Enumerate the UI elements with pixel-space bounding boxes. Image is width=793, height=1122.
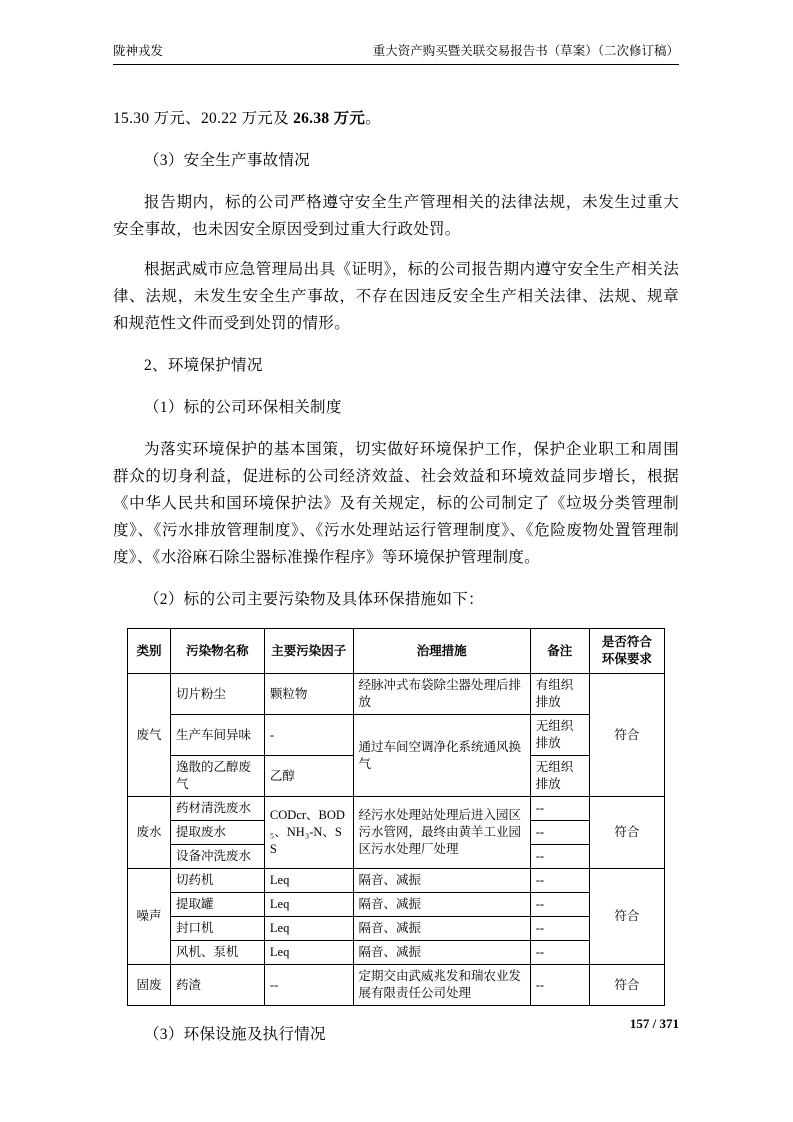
cell-measure: 隔音、减振 — [353, 941, 530, 965]
cell-factor: 颗粒物 — [264, 674, 353, 715]
cell-pollutant: 药材清洗废水 — [170, 797, 264, 821]
paragraph-safety-2: 根据武威市应急管理局出具《证明》，标的公司报告期内遵守安全生产相关法律、法规，未发生安全生产事故，不存在因违反安全生产相关法律、法规、规章和规范性文件而受到处罚的情形。 — [113, 261, 679, 332]
cell-factor: CODcr、BOD₅、NH₃-N、SS — [264, 797, 353, 869]
column-header-compliance-line2: 环保要求 — [601, 652, 652, 666]
cell-measure: 隔音、减振 — [353, 893, 530, 917]
cell-measure: 隔音、减振 — [353, 917, 530, 941]
column-header-category: 类别 — [128, 629, 171, 674]
table-row — [128, 917, 665, 941]
cell-measure: 通过车间空调净化系统通风换气 — [353, 715, 530, 797]
cell-pollutant: 切药机 — [170, 869, 264, 893]
heading-environment: 2、环境保护情况 — [144, 357, 263, 374]
pollutants-table — [127, 628, 665, 1006]
cell-note: -- — [530, 893, 589, 917]
cell-factor: -- — [264, 965, 353, 1006]
heading-env-policies: （1）标的公司环保相关制度 — [144, 399, 342, 416]
cell-pollutant: 药渣 — [170, 965, 264, 1006]
table-row — [128, 797, 665, 821]
cell-factor: Leq — [264, 917, 353, 941]
table-row — [128, 869, 665, 893]
cell-compliance: 符合 — [589, 869, 664, 965]
cell-note: -- — [530, 869, 589, 893]
table-row — [128, 674, 665, 715]
column-header-factor: 主要污染因子 — [264, 629, 353, 674]
cell-pollutant: 提取罐 — [170, 893, 264, 917]
table-row — [128, 941, 665, 965]
cell-factor: Leq — [264, 941, 353, 965]
cell-factor: Leq — [264, 869, 353, 893]
heading-env-facilities: （3）环保设施及执行情况 — [144, 1026, 326, 1043]
cell-compliance: 符合 — [589, 797, 664, 869]
bold-amount: 26.38 万元 — [293, 110, 366, 127]
text-run: 15.30 万元、20.22 万元及 — [113, 110, 294, 127]
cell-category: 噪声 — [128, 869, 171, 965]
cell-measure: 隔音、减振 — [353, 869, 530, 893]
cell-pollutant: 生产车间异味 — [170, 715, 264, 756]
heading-pollutants-table: （2）标的公司主要污染物及具体环保措施如下： — [144, 591, 484, 608]
cell-note: 有组织排放 — [530, 674, 589, 715]
paragraph-safety-1: 报告期内，标的公司严格遵守安全生产管理相关的法律法规，未发生过重大安全事故，也未因安全原因受到过重大行政处罚。 — [113, 194, 679, 238]
cell-pollutant: 设备冲洗废水 — [170, 845, 264, 869]
cell-note: -- — [530, 797, 589, 821]
cell-note: -- — [530, 917, 589, 941]
cell-pollutant: 风机、泵机 — [170, 941, 264, 965]
cell-pollutant: 切片粉尘 — [170, 674, 264, 715]
page-footer — [113, 1016, 679, 1032]
column-header-note: 备注 — [530, 629, 589, 674]
document-content — [113, 92, 679, 1063]
cell-pollutant: 提取废水 — [170, 821, 264, 845]
cell-measure: 定期交由武威兆发和瑞农业发展有限责任公司处理 — [353, 965, 530, 1006]
column-header-compliance — [589, 629, 664, 674]
cell-measure: 经污水处理站处理后进入园区污水管网，最终由黄羊工业园区污水处理厂处理 — [353, 797, 530, 869]
table-row — [128, 965, 665, 1006]
header-company-name: 陇神戎发 — [113, 44, 164, 58]
cell-factor: 乙醇 — [264, 756, 353, 797]
cell-note: 无组织排放 — [530, 756, 589, 797]
cell-category: 废水 — [128, 797, 171, 869]
column-header-compliance-line1: 是否符合 — [601, 635, 652, 649]
paragraph-env-policies: 为落实环境保护的基本国策，切实做好环境保护工作，保护企业职工和周围群众的切身利益，促进标的公司经济效益、社会效益和环境效益同步增长，根据《中华人民共和国环境保护法》及有关规定，标的公司制定了《垃圾分类管理制度》、《污水排放管理制度》、《污水处理站运行管理制度》、《危险废物处置管理制度》、《水浴麻石除尘器标准操作程序》等环境保护管理制度。 — [113, 441, 679, 566]
cell-note: -- — [530, 845, 589, 869]
cell-category: 废气 — [128, 674, 171, 797]
cell-note: -- — [530, 965, 589, 1006]
cell-pollutant: 逸散的乙醇废气 — [170, 756, 264, 797]
cell-measure: 经脉冲式布袋除尘器处理后排放 — [353, 674, 530, 715]
page-number: 157 / 371 — [629, 1016, 679, 1031]
text-run: 。 — [365, 110, 382, 127]
cell-factor: Leq — [264, 893, 353, 917]
cell-compliance: 符合 — [589, 674, 664, 797]
cell-factor: - — [264, 715, 353, 756]
column-header-pollutant: 污染物名称 — [170, 629, 264, 674]
heading-safety-incidents: （3）安全生产事故情况 — [144, 152, 311, 169]
cell-compliance: 符合 — [589, 965, 664, 1006]
cell-pollutant: 封口机 — [170, 917, 264, 941]
page-header — [113, 44, 679, 65]
table-row — [128, 715, 665, 756]
paragraph-amounts — [113, 105, 679, 132]
cell-note: -- — [530, 941, 589, 965]
table-header-row — [128, 629, 665, 674]
header-report-title: 重大资产购买暨关联交易报告书（草案）（二次修订稿） — [372, 44, 679, 58]
cell-note: -- — [530, 821, 589, 845]
cell-category: 固废 — [128, 965, 171, 1006]
cell-note: 无组织排放 — [530, 715, 589, 756]
column-header-measure: 治理措施 — [353, 629, 530, 674]
table-row — [128, 893, 665, 917]
